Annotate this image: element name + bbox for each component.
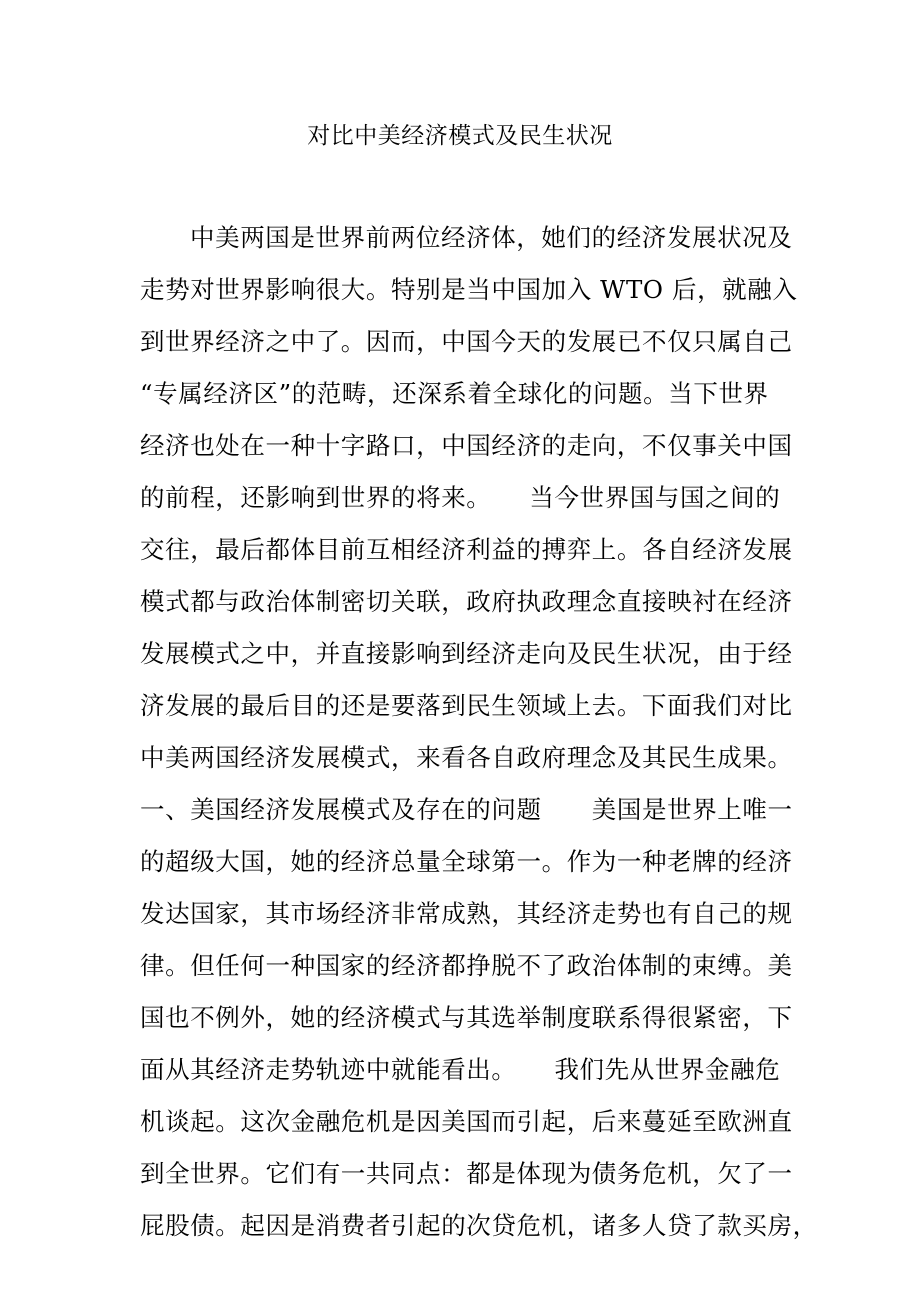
- body-line: 机谈起。这次金融危机是因美国而引起，后来蔓延至欧洲直: [140, 1107, 793, 1136]
- body-line: 经济也处在一种十字路口，中国经济的走向，不仅事关中国: [140, 431, 793, 460]
- body-line: 中美两国是世界前两位经济体，她们的经济发展状况及: [190, 223, 793, 252]
- body-line: 屁股债。起因是消费者引起的次贷危机，诸多人贷了款买房，: [140, 1211, 818, 1240]
- document-title: 对比中美经济模式及民生状况: [307, 123, 613, 149]
- body-line: 中美两国经济发展模式，来看各自政府理念及其民生成果。: [140, 743, 793, 772]
- body-line: 济发展的最后目的还是要落到民生领域上去。下面我们对比: [140, 691, 793, 720]
- body-line: 模式都与政治体制密切关联，政府执政理念直接映衬在经济: [140, 587, 793, 616]
- body-line: 的前程，还影响到世界的将来。 当今世界国与国之间的: [140, 483, 781, 512]
- body-line: 发展模式之中，并直接影响到经济走向及民生状况，由于经: [140, 639, 793, 668]
- body-line: 一、美国经济发展模式及存在的问题 美国是世界上唯一: [140, 795, 793, 824]
- body-line: 发达国家，其市场经济非常成熟，其经济走势也有自己的规: [140, 899, 793, 928]
- body-line: 走势对世界影响很大。特别是当中国加入 WTO 后，就融入: [140, 275, 798, 304]
- body-line: “专属经济区”的范畴，还深系着全球化的问题。当下世界: [140, 379, 769, 408]
- body-line: 交往，最后都体目前互相经济利益的搏弈上。各自经济发展: [140, 535, 793, 564]
- document-body: [140, 212, 818, 1252]
- body-line: 的超级大国，她的经济总量全球第一。作为一种老牌的经济: [140, 847, 793, 876]
- body-line: 到世界经济之中了。因而，中国今天的发展已不仅只属自己: [140, 327, 793, 356]
- body-line: 国也不例外，她的经济模式与其选举制度联系得很紧密，下: [140, 1003, 793, 1032]
- body-line: 律。但任何一种国家的经济都挣脱不了政治体制的束缚。美: [140, 951, 793, 980]
- body-line: 到全世界。它们有一共同点：都是体现为债务危机，欠了一: [140, 1159, 793, 1188]
- body-line: 面从其经济走势轨迹中就能看出。 我们先从世界金融危: [140, 1055, 781, 1084]
